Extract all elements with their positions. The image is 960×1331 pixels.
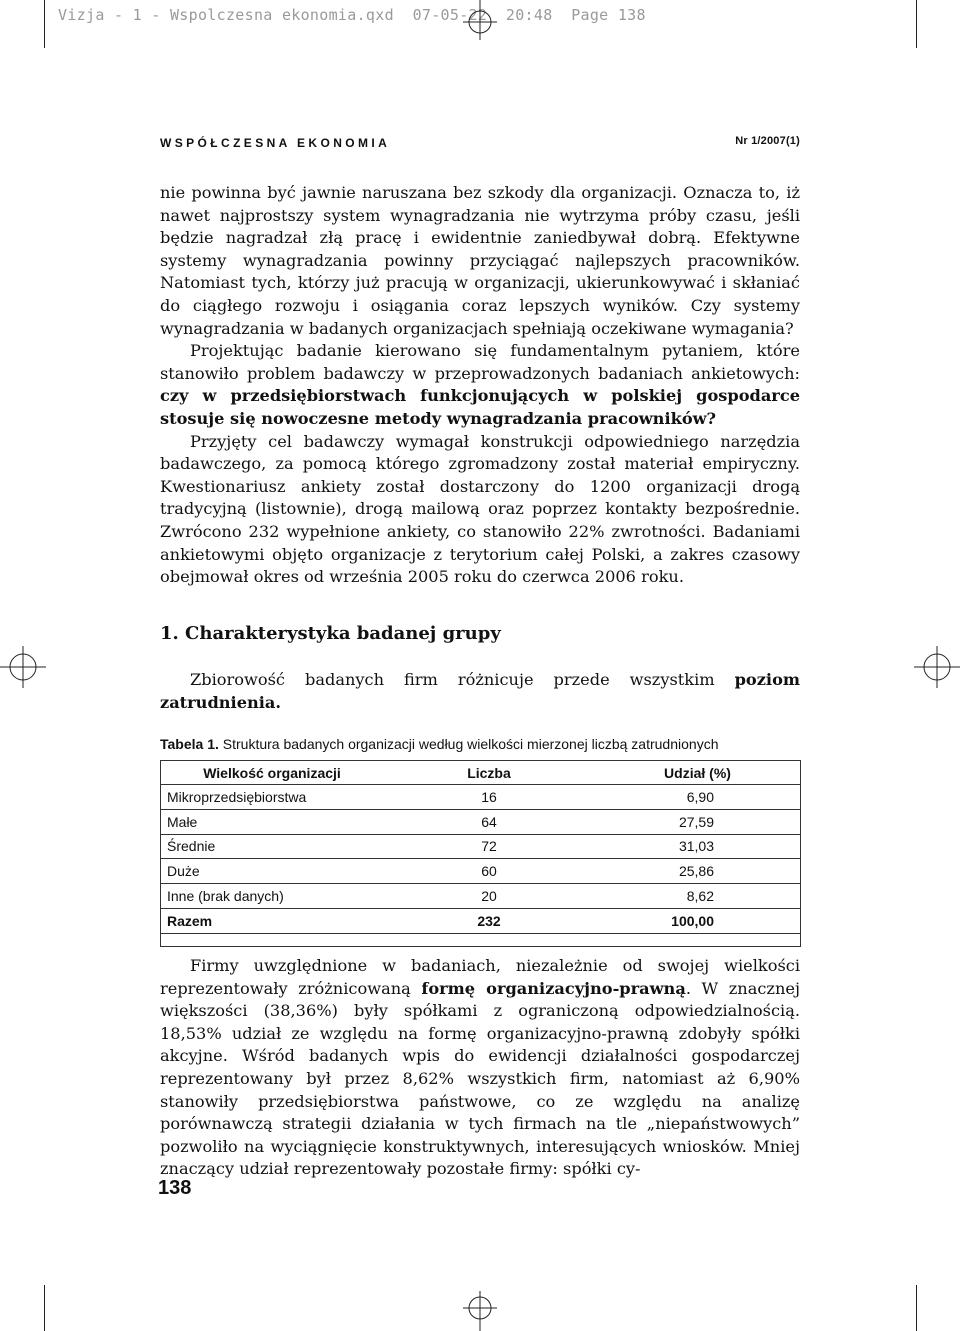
table-cell: 60 [383, 859, 595, 884]
crop-mark-top-left [44, 0, 45, 48]
table-cell: 16 [481, 788, 497, 805]
body-text-bottom [160, 955, 800, 1181]
table-cell: 25,86 [595, 859, 801, 884]
running-head [160, 134, 800, 152]
table-header-row [161, 761, 801, 785]
table-row [161, 834, 801, 859]
table-row [161, 809, 801, 834]
table-cell: Małe [161, 809, 384, 834]
table-cell: Średnie [161, 834, 384, 859]
table-cell: 6,90 [686, 788, 714, 805]
table-row [161, 884, 801, 909]
table-caption [160, 736, 718, 752]
table-cell: Duże [161, 859, 384, 884]
table-cell: Mikroprzedsiębiorstwa [167, 788, 307, 805]
table-cell: 72 [383, 834, 595, 859]
paragraph-continuation: nie powinna być jawnie naruszana bez szkody dla organizacji. Oznacza to, iż nawet najprostszy system wynagradzania nie wytrzyma próby czasu, jeśli będzie nagradzał złą pracę i ewidentnie zaniedbywał dobrą. Efektywne systemy wynagradzania powinny przyciągać najlepszych pracowników. Natomiast tych, którzy już pracują w organizacji, ukierunkowywać i skłaniać do ciągłego rozwoju i osiągania coraz lepszych wyników. Czy systemy wynagradzania w badanych organizacjach spełniają oczekiwane wymagania? [160, 183, 800, 338]
research-intro: Projektując badanie kierowano się fundamentalnym pytaniem, które stanowiło problem badawczy w przeprowadzonych badaniach ankietowych: [160, 341, 800, 383]
table-bottom-spacer [161, 933, 801, 946]
table-cell: 31,03 [595, 834, 801, 859]
column-header-share: Udział (%) [595, 761, 801, 785]
section-intro-emphasis: poziom zatrudnienia. [160, 670, 800, 712]
table-row [161, 785, 801, 810]
table-cell: 20 [383, 884, 595, 909]
registration-mark-left [0, 644, 46, 690]
legal-form-intro: Firmy uwzględnione w badaniach, niezależnie od swojej wielkości reprezentowały zróżnicowaną [160, 956, 800, 998]
paragraph-methodology: Przyjęty cel badawczy wymagał konstrukcji odpowiedniego narzędzia badawczego, za pomocą którego zgromadzony został materiał empiryczny. Kwestionariusz ankiety został dostarczony do 1200 organizacji drogą tradycyjną (listownie), drogą mailową oraz poprzez kontakty bezpośrednie. Zwrócono 232 wypełnione ankiety, co stanowiło 22% zwrotności. Badaniami ankietowymi objęto organizacje z terytorium całej Polski, a zakres czasowy obejmował okres od września 2005 roku do czerwca 2006 roku. [160, 431, 800, 587]
crop-mark-bottom-right [916, 1285, 917, 1331]
crop-mark-top-right [916, 0, 917, 48]
section-intro [160, 669, 800, 714]
section-heading: 1. Charakterystyka badanej grupy [160, 623, 501, 644]
table-cell: 100,00 [595, 908, 801, 933]
crop-mark-bottom-left [44, 1285, 45, 1331]
table-cell: 64 [383, 809, 595, 834]
registration-mark-bottom [463, 1291, 497, 1331]
registration-mark-top [463, 0, 497, 40]
table-cell: 8,62 [595, 884, 801, 909]
legal-form-rest: . W znacznej większości (38,36%) były spółkami z ograniczoną odpowiedzialnością. 18,53% udział ze względu na formę organizacyjno-prawną zdobyły spółki akcyjne. Wśród badanych wpis do ewidencji działalności gospodarczej reprezentowany był przez 8,62% wszystkich firm, natomiast aż 6,90% stanowiły przedsiębiorstwa państwowe, co ze względu na analizę porównawczą strategii działania w tych firmach na tle „niepaństwowych” pozwoliło na wyciągnięcie konstruktywnych, interesujących wniosków. Mniej znaczący udział reprezentowały pozostałe firmy: spółki cy- [160, 978, 800, 1179]
journal-title: WSPÓŁCZESNA EKONOMIA [160, 136, 391, 150]
section-intro-text: Zbiorowość badanych firm różnicuje przede wszystkim [190, 670, 735, 689]
print-slug: Vizja - 1 - Wspolczesna ekonomia.qxd 07-05-22 20:48 Page 138 [58, 6, 646, 24]
table-total-row [161, 908, 801, 933]
table-cell: 27,59 [595, 809, 801, 834]
paragraph-research-question [160, 340, 800, 430]
registration-mark-right [914, 644, 960, 690]
table-cell: 232 [383, 908, 595, 933]
body-text-top [160, 182, 800, 589]
table-row [161, 859, 801, 884]
table-cell: Inne (brak danych) [161, 884, 384, 909]
table-caption-label: Tabela 1. [160, 736, 219, 752]
issue-number: Nr 1/2007(1) [735, 135, 800, 147]
data-table [160, 760, 801, 947]
research-question: czy w przedsiębiorstwach funkcjonujących w polskiej gospodarce stosuje się nowoczesne metody wynagradzania pracowników? [160, 386, 800, 428]
page-number: 138 [158, 1177, 192, 1199]
table-cell: Razem [161, 908, 384, 933]
column-header-count: Liczba [383, 761, 595, 785]
legal-form-emphasis: formę organizacyjno-prawną [421, 978, 686, 998]
paragraph-legal-form [160, 955, 800, 1181]
column-header-size: Wielkość organizacji [161, 761, 384, 785]
table-caption-text: Struktura badanych organizacji według wielkości mierzonej liczbą zatrudnionych [218, 736, 719, 752]
